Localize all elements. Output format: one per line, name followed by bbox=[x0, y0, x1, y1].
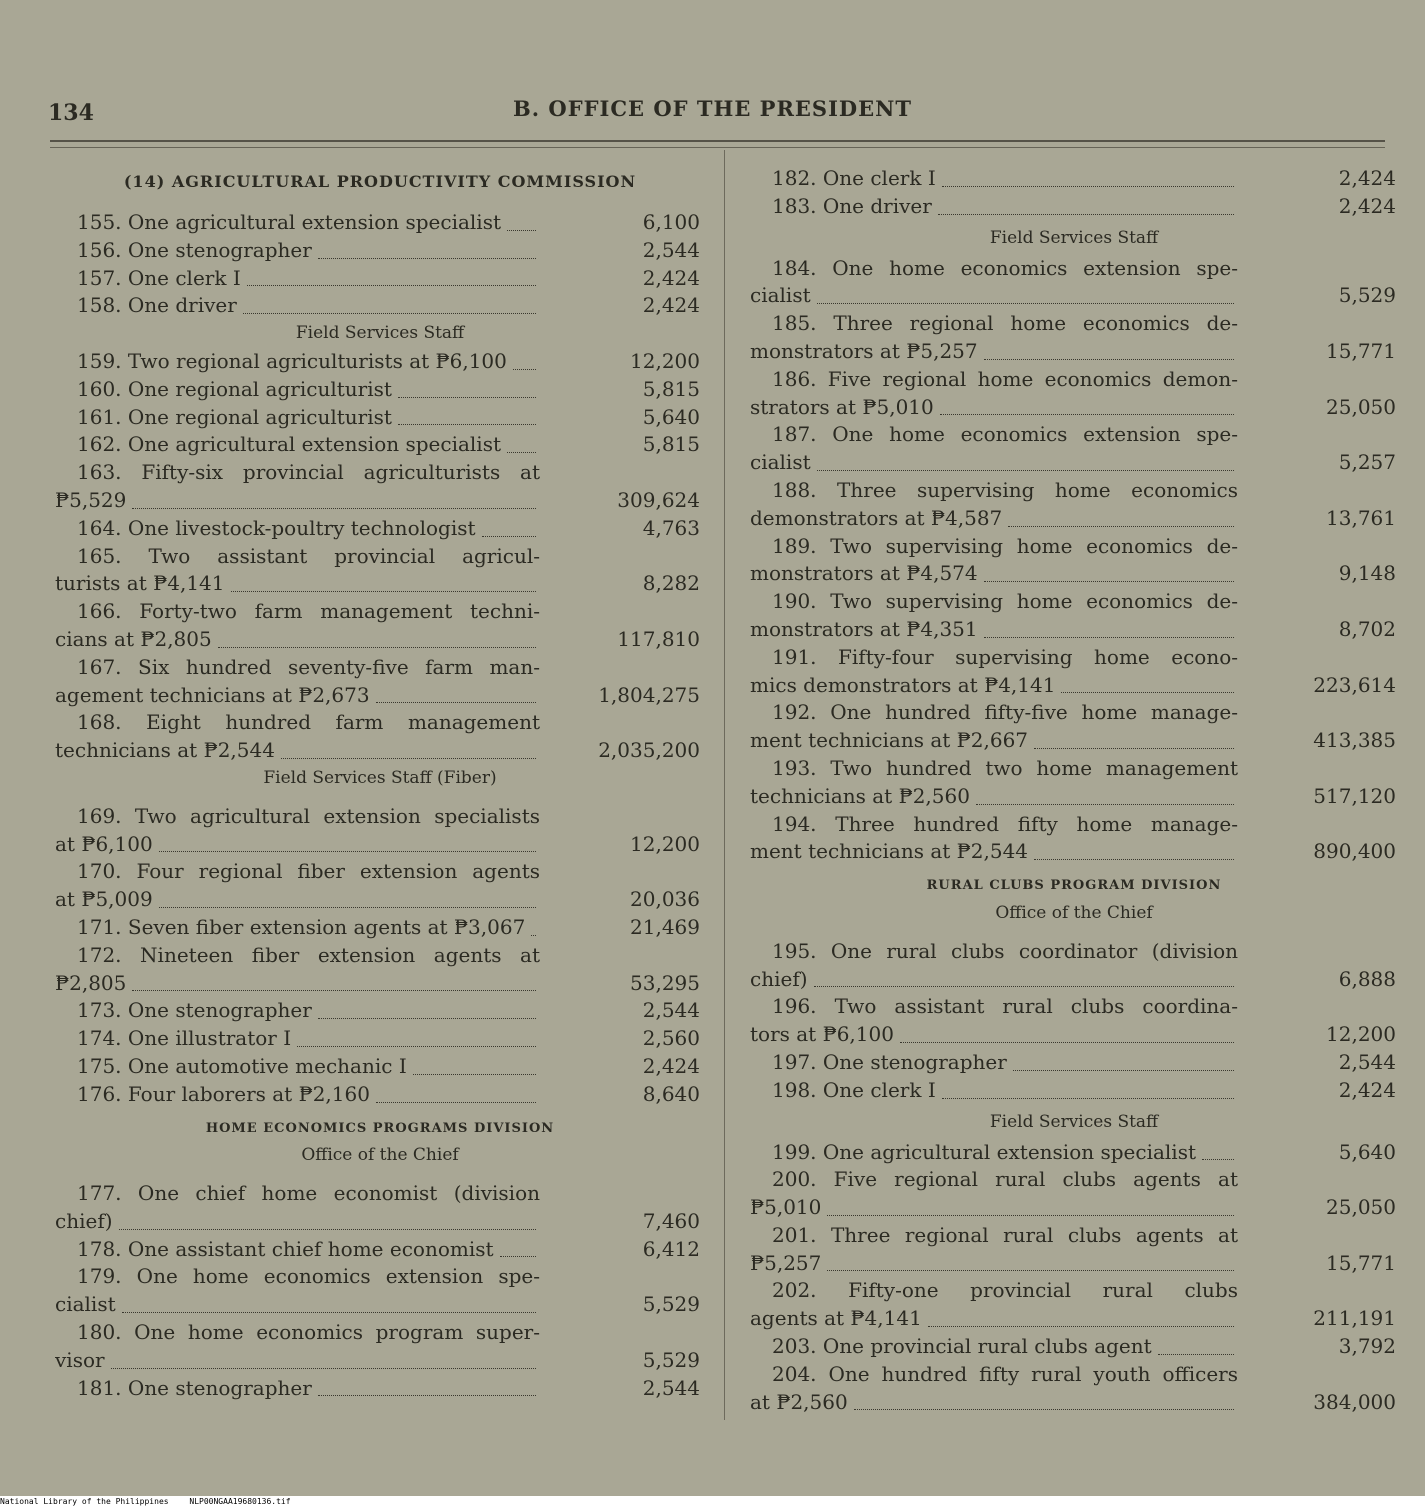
line-item-label: 167. Six hundred seventy-five farm man- bbox=[77, 654, 540, 679]
dot-leader bbox=[122, 1291, 536, 1313]
dot-leader bbox=[938, 193, 1234, 215]
right-column bbox=[750, 165, 1398, 1416]
dot-leader bbox=[1034, 727, 1234, 749]
line-item-amount: 5,815 bbox=[642, 376, 700, 401]
line-item-row bbox=[55, 1025, 705, 1053]
line-item-row bbox=[55, 709, 705, 737]
line-item-row bbox=[55, 886, 705, 914]
line-item-amount: 2,424 bbox=[642, 1053, 700, 1078]
line-item-row bbox=[55, 237, 705, 265]
line-item-row bbox=[55, 515, 705, 543]
line-item-label: 162. One agricultural extension specialist bbox=[77, 432, 502, 457]
dot-leader bbox=[318, 1375, 536, 1397]
line-item-row bbox=[55, 543, 705, 571]
line-item-row bbox=[750, 783, 1398, 811]
line-item-amount: 5,529 bbox=[642, 1292, 700, 1317]
line-item-label: 179. One home economics extension spe- bbox=[77, 1264, 540, 1289]
line-item-amount: 6,100 bbox=[642, 210, 700, 234]
dot-leader bbox=[984, 560, 1234, 582]
line-item-amount: 2,544 bbox=[1338, 1049, 1396, 1074]
line-item-row bbox=[55, 626, 705, 654]
line-item-amount: 2,424 bbox=[642, 293, 700, 318]
line-item-label: 199. One agricultural extension specialist bbox=[772, 1139, 1197, 1164]
line-item-label: 183. One driver bbox=[772, 193, 932, 218]
line-item-label: 200. Five regional rural clubs agents at bbox=[772, 1167, 1238, 1192]
dot-leader bbox=[159, 831, 536, 853]
line-item-label: 156. One stenographer bbox=[77, 237, 312, 262]
line-item-row bbox=[750, 394, 1398, 422]
line-item-label: 163. Fifty-six provincial agriculturists at bbox=[77, 460, 540, 485]
dot-leader bbox=[1202, 1139, 1234, 1161]
line-item-row bbox=[750, 755, 1398, 783]
line-item-row bbox=[750, 1305, 1398, 1333]
line-item-row bbox=[750, 1361, 1398, 1389]
dot-leader bbox=[132, 970, 536, 992]
line-item-label: 204. One hundred fifty rural youth officers bbox=[772, 1361, 1238, 1386]
line-item-amount: 5,640 bbox=[1338, 1139, 1396, 1164]
subheading-field-services-fiber: Field Services Staff (Fiber) bbox=[263, 767, 497, 788]
dot-leader bbox=[531, 914, 536, 936]
dot-leader bbox=[854, 1389, 1234, 1411]
dot-leader bbox=[482, 515, 536, 537]
line-item-row bbox=[55, 831, 705, 859]
line-item-label: 191. Fifty-four supervising home econo- bbox=[772, 644, 1238, 669]
line-item-row bbox=[55, 459, 705, 487]
line-item-row bbox=[750, 616, 1398, 644]
header-rule bbox=[50, 140, 1385, 142]
line-item-row bbox=[55, 431, 705, 459]
line-item-label: 175. One automotive mechanic I bbox=[77, 1053, 407, 1078]
line-item-label: ment technicians at ₱2,667 bbox=[750, 728, 1029, 753]
line-item-label: tors at ₱6,100 bbox=[750, 1022, 894, 1047]
line-item-row bbox=[55, 348, 705, 376]
line-item-amount: 2,424 bbox=[642, 265, 700, 290]
dot-leader bbox=[281, 737, 536, 759]
line-item-label: 158. One driver bbox=[77, 293, 237, 318]
line-item-label: strators at ₱5,010 bbox=[750, 394, 934, 419]
line-item-label: 171. Seven fiber extension agents at ₱3,067 bbox=[77, 914, 526, 939]
line-item-amount: 12,200 bbox=[630, 348, 700, 373]
line-item-amount: 7,460 bbox=[642, 1208, 700, 1233]
line-item-label: monstrators at ₱4,574 bbox=[750, 561, 978, 586]
line-item-row bbox=[750, 1333, 1398, 1361]
line-item-amount: 5,815 bbox=[642, 432, 700, 457]
dot-leader bbox=[376, 682, 536, 704]
line-item-label: 169. Two agricultural extension specialists bbox=[77, 803, 540, 828]
line-item-amount: 384,000 bbox=[1313, 1389, 1396, 1414]
line-item-row bbox=[55, 209, 705, 237]
line-item-row bbox=[55, 942, 705, 970]
line-item-row bbox=[750, 644, 1398, 672]
dot-leader bbox=[159, 886, 536, 908]
line-item-label: 193. Two hundred two home management bbox=[772, 755, 1238, 780]
line-item-row bbox=[750, 1049, 1398, 1077]
line-item-label: at ₱5,009 bbox=[55, 887, 153, 912]
line-item-amount: 5,529 bbox=[1338, 283, 1396, 308]
line-item-row bbox=[55, 404, 705, 432]
line-item-label: 198. One clerk I bbox=[772, 1077, 936, 1102]
line-item-row bbox=[55, 570, 705, 598]
line-item-row bbox=[750, 533, 1398, 561]
line-item-label: monstrators at ₱4,351 bbox=[750, 616, 978, 641]
line-item-label: 161. One regional agriculturist bbox=[77, 404, 392, 429]
line-item-label: 177. One chief home economist (division bbox=[77, 1181, 540, 1206]
line-item-amount: 5,257 bbox=[1338, 450, 1396, 475]
line-item-row bbox=[750, 421, 1398, 449]
line-item-amount: 6,412 bbox=[642, 1236, 700, 1261]
line-item-row bbox=[55, 1291, 705, 1319]
line-item-label: cians at ₱2,805 bbox=[55, 626, 212, 651]
dot-leader bbox=[500, 1236, 536, 1258]
dot-leader bbox=[817, 449, 1234, 471]
line-item-amount: 890,400 bbox=[1313, 839, 1396, 864]
line-item-label: visor bbox=[55, 1347, 105, 1372]
dot-leader bbox=[942, 1077, 1234, 1099]
dot-leader bbox=[984, 616, 1234, 638]
dot-leader bbox=[231, 570, 537, 592]
line-item-row bbox=[750, 811, 1398, 839]
line-item-row bbox=[750, 255, 1398, 283]
line-item-row bbox=[750, 449, 1398, 477]
dot-leader bbox=[132, 487, 536, 509]
line-item-row bbox=[750, 1250, 1398, 1278]
line-item-row bbox=[750, 699, 1398, 727]
dot-leader bbox=[1061, 672, 1234, 694]
line-item-row bbox=[55, 858, 705, 886]
line-item-label: 180. One home economics program super- bbox=[77, 1320, 540, 1345]
line-item-label: 155. One agricultural extension specialist bbox=[77, 210, 502, 234]
line-item-amount: 5,640 bbox=[642, 404, 700, 429]
line-item-label: monstrators at ₱5,257 bbox=[750, 338, 978, 363]
line-item-label: mics demonstrators at ₱4,141 bbox=[750, 672, 1056, 697]
dot-leader bbox=[413, 1053, 536, 1075]
line-item-row bbox=[750, 165, 1398, 193]
line-item-label: 197. One stenographer bbox=[772, 1049, 1007, 1074]
line-item-label: 165. Two assistant provincial agricul- bbox=[77, 543, 540, 568]
line-item-label: 164. One livestock-poultry technologist bbox=[77, 515, 476, 540]
line-item-label: 182. One clerk I bbox=[772, 166, 936, 190]
dot-leader bbox=[218, 626, 536, 648]
dot-leader bbox=[940, 394, 1234, 416]
line-item-row bbox=[55, 1319, 705, 1347]
line-item-amount: 2,544 bbox=[642, 237, 700, 262]
line-item-row bbox=[750, 560, 1398, 588]
line-item-row bbox=[55, 1053, 705, 1081]
line-item-label: chief) bbox=[55, 1208, 113, 1233]
dot-leader bbox=[507, 209, 536, 231]
line-item-label: 195. One rural clubs coordinator (division bbox=[772, 938, 1238, 963]
dot-leader bbox=[398, 404, 536, 426]
line-item-row bbox=[55, 682, 705, 710]
dot-leader bbox=[814, 966, 1234, 988]
line-item-amount: 2,424 bbox=[1338, 1077, 1396, 1102]
dot-leader bbox=[513, 348, 536, 370]
line-item-label: cialist bbox=[750, 450, 811, 475]
dot-leader bbox=[984, 338, 1234, 360]
line-item-row bbox=[750, 1077, 1398, 1105]
line-item-label: 196. Two assistant rural clubs coordina- bbox=[772, 994, 1238, 1019]
line-item-amount: 13,761 bbox=[1326, 505, 1396, 530]
line-item-amount: 2,544 bbox=[642, 1375, 700, 1400]
dot-leader bbox=[928, 1305, 1234, 1327]
line-item-amount: 6,888 bbox=[1338, 966, 1396, 991]
dot-leader bbox=[1034, 838, 1234, 860]
line-item-row bbox=[55, 487, 705, 515]
line-item-label: 202. Fifty-one provincial rural clubs bbox=[772, 1278, 1238, 1303]
line-item-label: ₱5,257 bbox=[750, 1250, 822, 1275]
line-item-row bbox=[750, 966, 1398, 994]
line-item-row bbox=[55, 292, 705, 320]
line-item-label: demonstrators at ₱4,587 bbox=[750, 505, 1003, 530]
line-item-label: 181. One stenographer bbox=[77, 1375, 312, 1400]
line-item-label: 203. One provincial rural clubs agent bbox=[772, 1334, 1152, 1359]
line-item-row bbox=[55, 265, 705, 293]
line-item-label: at ₱2,560 bbox=[750, 1389, 848, 1414]
division-heading-rural-clubs: RURAL CLUBS PROGRAM DIVISION bbox=[926, 878, 1222, 894]
line-item-amount: 5,529 bbox=[642, 1347, 700, 1372]
footer-library: National Library of the Philippines bbox=[0, 1497, 169, 1506]
dot-leader bbox=[243, 292, 536, 314]
line-item-amount: 2,424 bbox=[1338, 193, 1396, 218]
line-item-row bbox=[750, 282, 1398, 310]
line-item-amount: 9,148 bbox=[1338, 561, 1396, 586]
line-item-row bbox=[55, 914, 705, 942]
line-item-label: 201. Three regional rural clubs agents at bbox=[772, 1222, 1238, 1247]
line-item-amount: 25,050 bbox=[1326, 394, 1396, 419]
column-divider bbox=[724, 150, 725, 1420]
line-item-amount: 53,295 bbox=[630, 970, 700, 995]
dot-leader bbox=[976, 783, 1234, 805]
line-item-amount: 117,810 bbox=[617, 626, 700, 651]
subheading-field-services: Field Services Staff bbox=[989, 1111, 1159, 1132]
dot-leader bbox=[247, 265, 536, 287]
line-item-amount: 517,120 bbox=[1313, 783, 1396, 808]
line-item-label: 194. Three hundred fifty home manage- bbox=[772, 811, 1238, 836]
dot-leader bbox=[297, 1025, 536, 1047]
dot-leader bbox=[827, 1250, 1234, 1272]
page-header: B. OFFICE OF THE PRESIDENT bbox=[513, 96, 912, 121]
line-item-row bbox=[750, 1389, 1398, 1417]
dot-leader bbox=[111, 1347, 536, 1369]
subheading-field-services: Field Services Staff bbox=[295, 323, 465, 344]
line-item-row bbox=[750, 1194, 1398, 1222]
line-item-amount: 2,544 bbox=[642, 998, 700, 1023]
dot-leader bbox=[1158, 1333, 1234, 1355]
dot-leader bbox=[942, 165, 1234, 187]
dot-leader bbox=[376, 1081, 536, 1103]
line-item-label: at ₱6,100 bbox=[55, 831, 153, 856]
subheading-field-services: Field Services Staff bbox=[989, 227, 1159, 248]
line-item-label: 186. Five regional home economics demon- bbox=[772, 366, 1238, 391]
line-item-label: 173. One stenographer bbox=[77, 998, 312, 1023]
line-item-amount: 3,792 bbox=[1338, 1334, 1396, 1359]
line-item-label: 172. Nineteen fiber extension agents at bbox=[77, 942, 540, 967]
line-item-label: 170. Four regional fiber extension agents bbox=[77, 859, 540, 884]
line-item-label: 185. Three regional home economics de- bbox=[772, 311, 1238, 336]
dot-leader bbox=[119, 1208, 536, 1230]
line-item-row bbox=[55, 1375, 705, 1403]
line-item-label: 157. One clerk I bbox=[77, 265, 241, 290]
line-item-label: ₱2,805 bbox=[55, 970, 127, 995]
dot-leader bbox=[817, 282, 1234, 304]
line-item-amount: 8,640 bbox=[642, 1081, 700, 1106]
line-item-row bbox=[750, 672, 1398, 700]
line-item-label: ₱5,010 bbox=[750, 1195, 822, 1220]
left-column bbox=[55, 165, 705, 1402]
line-item-amount: 413,385 bbox=[1313, 728, 1396, 753]
line-item-label: ₱5,529 bbox=[55, 487, 127, 512]
subheading-office-chief: Office of the Chief bbox=[995, 902, 1153, 923]
line-item-label: 189. Two supervising home economics de- bbox=[772, 533, 1238, 558]
line-item-amount: 4,763 bbox=[642, 515, 700, 540]
section-title: (14) AGRICULTURAL PRODUCTIVITY COMMISSION bbox=[123, 172, 637, 191]
line-item-amount: 223,614 bbox=[1313, 672, 1396, 697]
line-item-row bbox=[55, 1263, 705, 1291]
line-item-label: 190. Two supervising home economics de- bbox=[772, 589, 1238, 614]
line-item-row bbox=[750, 588, 1398, 616]
line-item-row bbox=[750, 1222, 1398, 1250]
line-item-label: cialist bbox=[55, 1292, 116, 1317]
line-item-label: 159. Two regional agriculturists at ₱6,100 bbox=[77, 348, 507, 373]
line-item-row bbox=[750, 477, 1398, 505]
line-item-amount: 2,035,200 bbox=[598, 738, 700, 763]
line-item-amount: 12,200 bbox=[1326, 1022, 1396, 1047]
line-item-label: 168. Eight hundred farm management bbox=[77, 710, 540, 735]
line-item-amount: 15,771 bbox=[1326, 1250, 1396, 1275]
dot-leader bbox=[318, 997, 536, 1019]
subheading-office-chief: Office of the Chief bbox=[301, 1145, 459, 1166]
line-item-amount: 15,771 bbox=[1326, 338, 1396, 363]
line-item-amount: 2,424 bbox=[1338, 166, 1396, 190]
line-item-row bbox=[750, 938, 1398, 966]
line-item-row bbox=[750, 505, 1398, 533]
dot-leader bbox=[507, 431, 536, 453]
line-item-row bbox=[750, 310, 1398, 338]
line-item-label: technicians at ₱2,544 bbox=[55, 738, 275, 763]
line-item-amount: 20,036 bbox=[630, 887, 700, 912]
line-item-row bbox=[750, 1139, 1398, 1167]
line-item-row bbox=[750, 338, 1398, 366]
line-item-label: agement technicians at ₱2,673 bbox=[55, 682, 370, 707]
line-item-amount: 21,469 bbox=[630, 914, 700, 939]
line-item-row bbox=[55, 1208, 705, 1236]
line-item-label: 176. Four laborers at ₱2,160 bbox=[77, 1081, 370, 1106]
line-item-row bbox=[55, 1347, 705, 1375]
line-item-amount: 8,702 bbox=[1338, 616, 1396, 641]
line-item-label: agents at ₱4,141 bbox=[750, 1306, 922, 1331]
line-item-label: 187. One home economics extension spe- bbox=[772, 422, 1238, 447]
line-item-label: 184. One home economics extension spe- bbox=[772, 255, 1238, 280]
dot-leader bbox=[318, 237, 536, 259]
line-item-row bbox=[55, 598, 705, 626]
division-heading-home-economics: HOME ECONOMICS PROGRAMS DIVISION bbox=[205, 1120, 555, 1136]
page-number: 134 bbox=[48, 100, 94, 126]
line-item-label: 160. One regional agriculturist bbox=[77, 376, 392, 401]
line-item-amount: 309,624 bbox=[617, 487, 700, 512]
line-item-row bbox=[55, 803, 705, 831]
line-item-amount: 25,050 bbox=[1326, 1195, 1396, 1220]
line-item-row bbox=[750, 727, 1398, 755]
line-item-row bbox=[750, 993, 1398, 1021]
line-item-label: cialist bbox=[750, 283, 811, 308]
scan-footer bbox=[0, 1496, 1425, 1508]
line-item-amount: 8,282 bbox=[642, 571, 700, 596]
line-item-label: 174. One illustrator I bbox=[77, 1026, 292, 1051]
line-item-label: 188. Three supervising home economics bbox=[772, 477, 1238, 502]
line-item-row bbox=[55, 1081, 705, 1109]
line-item-row bbox=[55, 654, 705, 682]
line-item-row bbox=[750, 1277, 1398, 1305]
line-item-label: technicians at ₱2,560 bbox=[750, 783, 970, 808]
footer-file: NLP00NGAA19680136.tif bbox=[189, 1497, 291, 1506]
line-item-row bbox=[55, 737, 705, 765]
line-item-row bbox=[750, 366, 1398, 394]
line-item-row bbox=[55, 997, 705, 1025]
line-item-row bbox=[750, 193, 1398, 221]
line-item-row bbox=[750, 1021, 1398, 1049]
line-item-amount: 12,200 bbox=[630, 831, 700, 856]
line-item-label: chief) bbox=[750, 966, 808, 991]
dot-leader bbox=[827, 1194, 1234, 1216]
line-item-amount: 211,191 bbox=[1313, 1306, 1396, 1331]
dot-leader bbox=[1008, 505, 1234, 527]
line-item-amount: 1,804,275 bbox=[598, 682, 700, 707]
line-item-label: 192. One hundred fifty-five home manage- bbox=[772, 700, 1238, 725]
line-item-row bbox=[750, 838, 1398, 866]
line-item-label: turists at ₱4,141 bbox=[55, 571, 225, 596]
line-item-label: 166. Forty-two farm management techni- bbox=[77, 599, 540, 624]
line-item-row bbox=[55, 970, 705, 998]
line-item-label: ment technicians at ₱2,544 bbox=[750, 839, 1029, 864]
line-item-label: 178. One assistant chief home economist bbox=[77, 1236, 494, 1261]
line-item-row bbox=[750, 1166, 1398, 1194]
line-item-amount: 2,560 bbox=[642, 1026, 700, 1051]
line-item-row bbox=[55, 376, 705, 404]
line-item-row bbox=[55, 1236, 705, 1264]
header-rule-thin bbox=[50, 147, 1385, 148]
dot-leader bbox=[900, 1021, 1234, 1043]
dot-leader bbox=[398, 376, 536, 398]
line-item-row bbox=[55, 1180, 705, 1208]
dot-leader bbox=[1013, 1049, 1234, 1071]
